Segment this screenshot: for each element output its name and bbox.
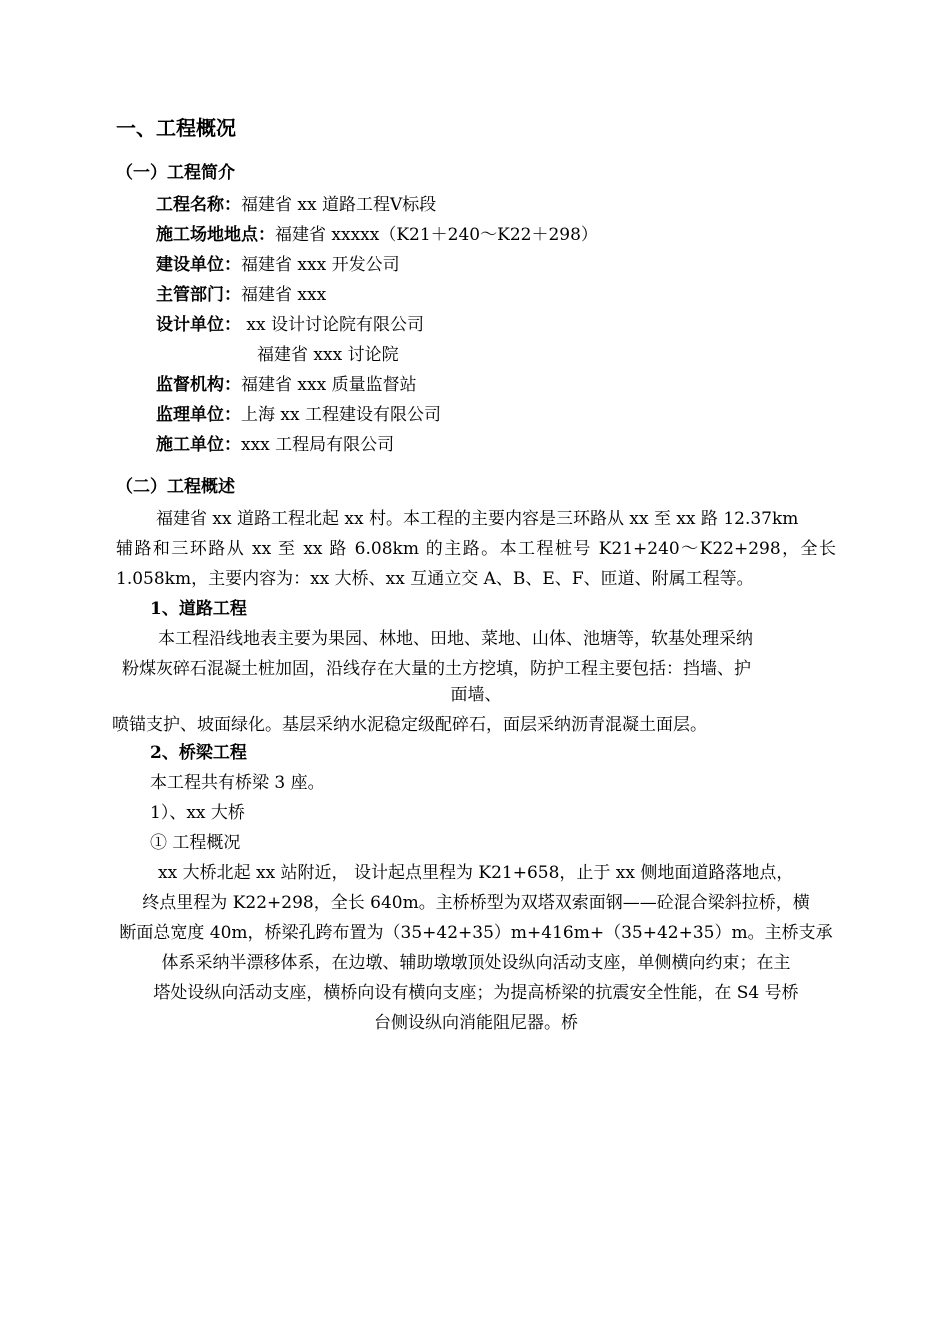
field-design-unit: [156, 312, 424, 338]
subsection-bridge-title: 2、桥梁工程: [150, 743, 247, 763]
road-line-4: 喷锚支护、坡面绿化。基层采纳水泥稳定级配碎石，面层采纳沥青混凝土面层。: [112, 715, 707, 735]
field-value: 福建省 xxxxx（K21＋240～K22＋298）: [275, 225, 598, 245]
road-line-2: 粉煤灰碎石混凝土桩加固，沿线存在大量的土方挖填，防护工程主要包括：挡墙、护: [122, 659, 751, 679]
chapter-heading: 一、工程概况: [116, 116, 236, 140]
field-label: 工程名称：: [156, 195, 241, 215]
bridge-line-5: 塔处设纵向活动支座，横桥向设有横向支座；为提高桥梁的抗震安全性能，在 S4 号桥: [153, 983, 799, 1003]
field-value: xx 设计讨论院有限公司: [241, 315, 424, 335]
field-design-unit-2: [257, 342, 399, 368]
section-heading-intro: （一）工程简介: [116, 163, 235, 183]
field-supervising-department: [156, 282, 326, 308]
field-value: 福建省 xxx: [241, 285, 327, 305]
bridge-line-6: 台侧设纵向消能阻尼器。桥: [374, 1013, 578, 1033]
field-label: 设计单位：: [156, 315, 241, 335]
overview-line-2: 辅路和三环路从 xx 至 xx 路 6.08km 的主路。本工程桩号 K21+240～K22+298，全长: [116, 539, 836, 559]
field-supervision-agency: [156, 372, 417, 398]
bridge-item-1-subtitle: ① 工程概况: [150, 833, 241, 853]
overview-line-1: 福建省 xx 道路工程北起 xx 村。本工程的主要内容是三环路从 xx 至 xx 路 12.37km: [156, 509, 799, 529]
road-line-3: 面墙、: [450, 685, 502, 705]
field-construction-owner: [156, 252, 400, 278]
road-line-1: 本工程沿线地表主要为果园、林地、田地、菜地、山体、池塘等，软基处理采纳: [158, 629, 753, 649]
field-label: 监理单位：: [156, 405, 241, 425]
field-label: 施工单位：: [156, 435, 241, 455]
bridge-line-2: 终点里程为 K22+298，全长 640m。主桥桥型为双塔双索面钢——砼混合梁斜拉桥，横: [142, 893, 810, 913]
field-site-location: [156, 222, 598, 248]
overview-line-3: 1.058km，主要内容为：xx 大桥、xx 互通立交 A、B、E、F、匝道、附属工程等。: [116, 569, 754, 589]
field-value: 福建省 xxx 质量监督站: [241, 375, 417, 395]
field-label: 建设单位：: [156, 255, 241, 275]
subsection-road-title: 1、道路工程: [150, 599, 247, 619]
field-contractor: [156, 432, 394, 458]
bridge-item-1: 1）、xx 大桥: [150, 803, 245, 823]
bridge-count: 本工程共有桥梁 3 座。: [150, 773, 325, 793]
section-heading-overview: （二）工程概述: [116, 477, 235, 497]
field-value: 福建省 xx 道路工程Ⅴ标段: [241, 195, 437, 215]
field-label: 主管部门：: [156, 285, 241, 305]
field-value: 上海 xx 工程建设有限公司: [241, 405, 441, 425]
field-project-name: [156, 192, 436, 218]
field-value: xxx 工程局有限公司: [241, 435, 395, 455]
field-label: 监督机构：: [156, 375, 241, 395]
bridge-line-1: xx 大桥北起 xx 站附近， 设计起点里程为 K21+658，止于 xx 侧地面道路落地点，: [158, 863, 794, 883]
field-label: 施工场地地点：: [156, 225, 275, 245]
bridge-line-3: 断面总宽度 40m，桥梁孔跨布置为（35+42+35）m+416m+（35+42+35）m。主桥支承: [119, 923, 833, 943]
field-value: 福建省 xxx 讨论院: [257, 345, 399, 365]
field-value: 福建省 xxx 开发公司: [241, 255, 400, 275]
field-supervisor-unit: [156, 402, 441, 428]
bridge-line-4: 体系采纳半漂移体系，在边墩、辅助墩墩顶处设纵向活动支座，单侧横向约束；在主: [161, 953, 791, 973]
